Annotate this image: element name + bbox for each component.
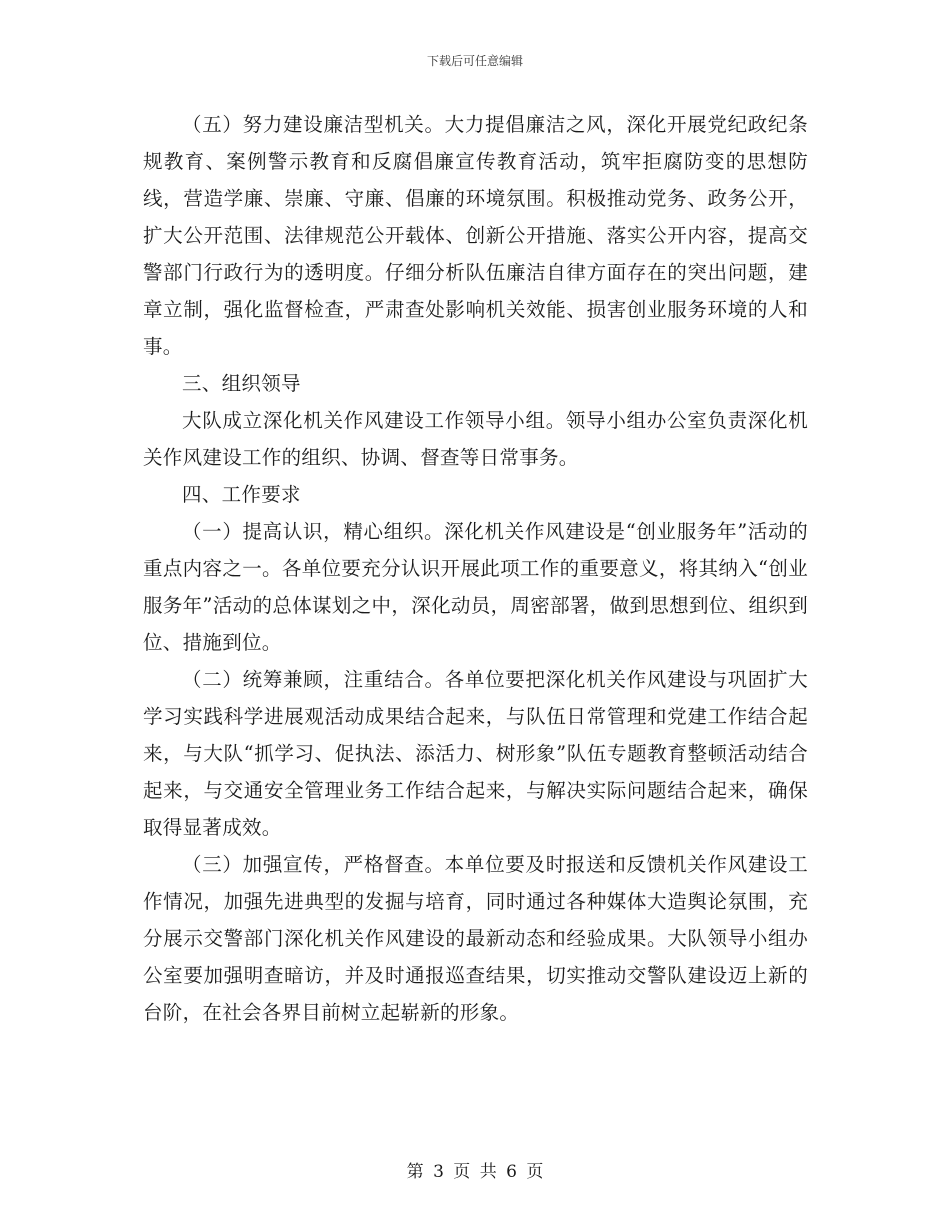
section-heading-requirements: 四、工作要求 — [182, 483, 301, 506]
paragraph-clean-government: （五）努力建设廉洁型机关。大力提倡廉洁之风，深化开展党纪政纪条规教育、案例警示教育和反腐倡廉宣传教育活动，筑牢拒腐防变的思想防线，营造学廉、崇廉、守廉、倡廉的环境氛围。积极推动党务、政务公开，扩大公开范围、法律规范公开载体、创新公开措施、落实公开内容，提高交警部门行政行为的透明度。仔细分析队伍廉洁自律方面存在的突出问题，建章立制，强化监督检查，严肃查处影响机关效能、损害创业服务环境的人和事。 — [143, 113, 808, 358]
section-heading-organization: 三、组织领导 — [182, 372, 301, 395]
page-number: 第 3 页 共 6 页 — [406, 1162, 544, 1182]
paragraph-requirement-2: （二）统筹兼顾，注重结合。各单位要把深化机关作风建设与巩固扩大学习实践科学进展观活动成果结合起来，与队伍日常管理和党建工作结合起来，与大队“抓学习、促执法、添活力、树形象”队伍专题教育整顿活动结合起来，与交通安全管理业务工作结合起来，与解决实际问题结合起来，确保取得显著成效。 — [143, 668, 808, 839]
paragraph-leadership-group: 大队成立深化机关作风建设工作领导小组。领导小组办公室负责深化机关作风建设工作的组织、协调、督查等日常事务。 — [143, 409, 808, 469]
document-body — [143, 106, 808, 1031]
paragraph-requirement-1: （一）提高认识，精心组织。深化机关作风建设是“创业服务年”活动的重点内容之一。各单位要充分认识开展此项工作的重要意义，将其纳入“创业服务年”活动的总体谋划之中，深化动员，周密部署，做到思想到位、组织到位、措施到位。 — [143, 520, 808, 654]
page-header: 下载后可任意编辑 — [426, 54, 523, 68]
paragraph-requirement-3: （三）加强宣传，严格督查。本单位要及时报送和反馈机关作风建设工作情况，加强先进典型的发掘与培育，同时通过各种媒体大造舆论氛围，充分展示交警部门深化机关作风建设的最新动态和经验成果。大队领导小组办公室要加强明查暗访，并及时通报巡查结果，切实推动交警队建设迈上新的台阶，在社会各界目前树立起崭新的形象。 — [143, 853, 808, 1024]
